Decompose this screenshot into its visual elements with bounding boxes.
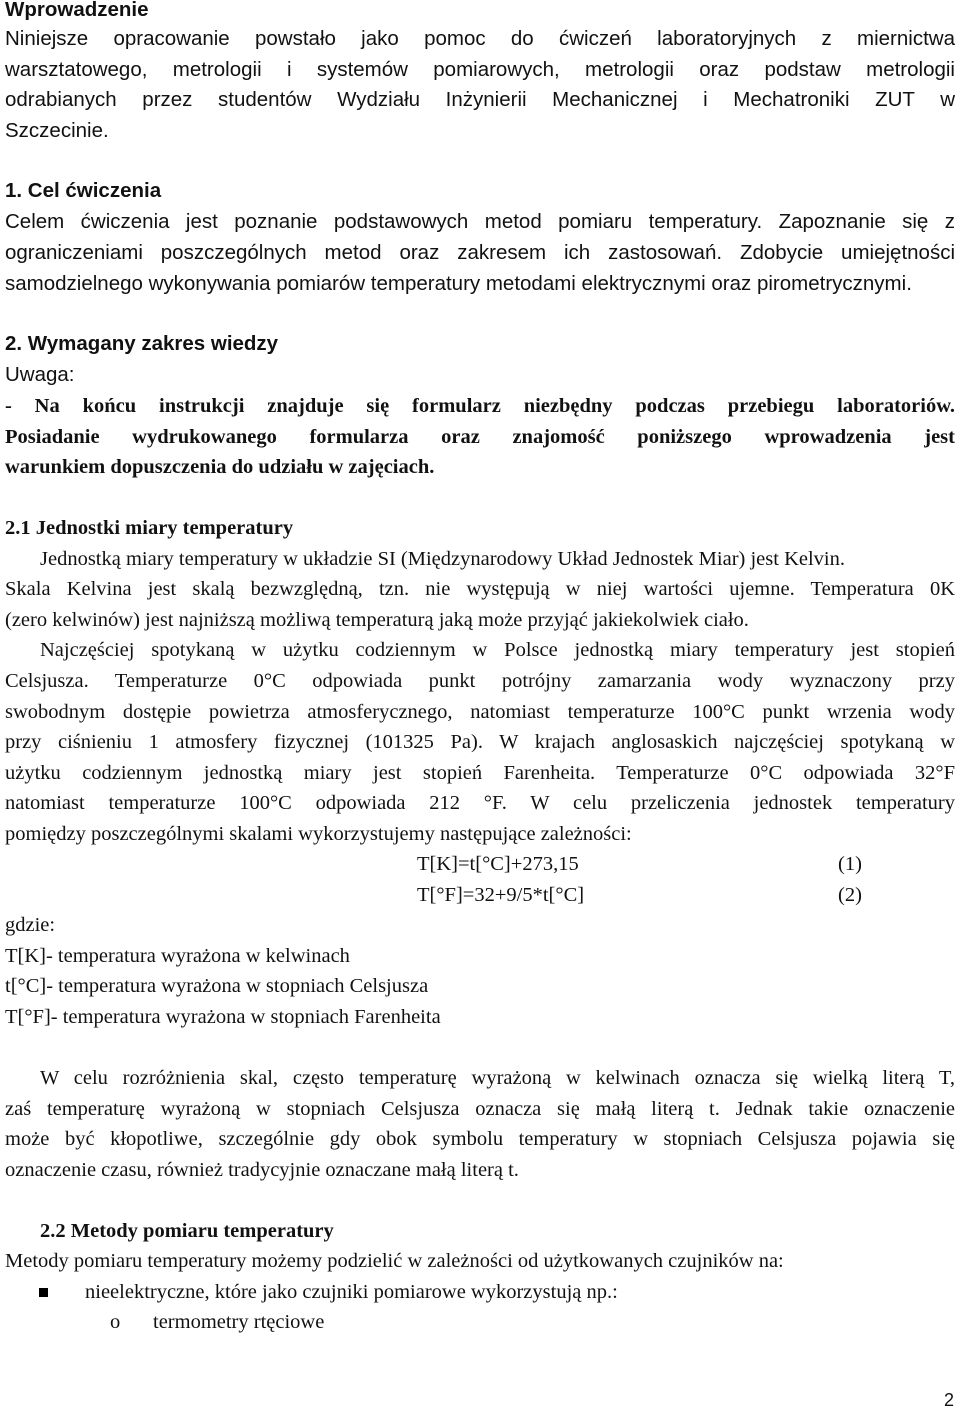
para2-line: swobodnym dostępie powietrza atmosferycznego, natomiast temperaturze 100°C punkt wrzenia wody (5, 701, 955, 723)
section1-heading: 1. Cel ćwiczenia (5, 179, 162, 202)
para1-line: (zero kelwinów) jest najniższą możliwą temperaturą jaką może przyjąć jakiekolwiek ciało. (5, 609, 749, 631)
definition: T[K]- temperatura wyrażona w kelwinach (5, 945, 350, 967)
section1-line: Celem ćwiczenia jest poznanie podstawowych metod pomiaru temperatury. Zapoznanie się z (5, 210, 955, 233)
square-bullet-icon (39, 1288, 48, 1297)
section1-line: ograniczeniami poszczególnych metod oraz zakresem ich zastosowań. Zdobycie umiejętności (5, 241, 955, 264)
intro-line: warsztatowego, metrologii i systemów pomiarowych, metrologii oraz podstaw metrologii (5, 58, 955, 81)
para3-line: W celu rozróżnienia skal, często temperaturę wyrażoną w kelwinach oznacza się wielką literą T, (40, 1067, 955, 1089)
para3-line: może być kłopotliwe, szczególnie gdy obok symbolu temperatury w stopniach Celsjusza pojawia się (5, 1128, 955, 1150)
para2-line: pomiędzy poszczególnymi skalami wykorzystujemy następujące zależności: (5, 823, 632, 845)
para2-line: przy ciśnieniu 1 atmosfery fizycznej (101325 Pa). W krajach anglosaskich najczęściej spotykaną w (5, 731, 955, 753)
definition: T[°F]- temperatura wyrażona w stopniach Farenheita (5, 1006, 441, 1028)
section2-1-heading: 2.1 Jednostki miary temperatury (5, 517, 294, 539)
where-label: gdzie: (5, 914, 56, 936)
section2-heading: 2. Wymagany zakres wiedzy (5, 332, 279, 355)
intro-line: Niniejsze opracowanie powstało jako pomoc do ćwiczeń laboratoryjnych z miernictwa (5, 27, 955, 50)
section2-2-heading: 2.2 Metody pomiaru temperatury (40, 1220, 334, 1242)
para2-line: Najczęściej spotykaną w użytku codziennym w Polsce jednostką miary temperatury jest stopień (40, 639, 955, 661)
para3-line: zaś temperaturę wyrażoną w stopniach Celsjusza oznacza się małą literą t. Jednak takie oznaczenie (5, 1098, 955, 1120)
para2-line: Celsjusza. Temperaturze 0°C odpowiada punkt potrójny zamarzania wody wyznaczony przy (5, 670, 955, 692)
note-label: Uwaga: (5, 363, 75, 386)
definition: t[°C]- temperatura wyrażona w stopniach Celsjusza (5, 975, 429, 997)
equation-formula: T[K]=t[°C]+273,15 (417, 853, 579, 875)
para3-line: oznaczenie czasu, również tradycyjnie oznaczane małą literą t. (5, 1159, 519, 1181)
section1-line: samodzielnego wykonywania pomiarów temperatury metodami elektrycznymi oraz pirometrycznymi. (5, 272, 912, 295)
para2-line: użytku codziennym jednostką miary jest stopień Farenheita. Temperaturze 0°C odpowiada 32°F (5, 762, 955, 784)
note-line: - Na końcu instrukcji znajduje się formularz niezbędny podczas przebiegu laboratoriów. (5, 395, 955, 417)
equation-formula: T[°F]=32+9/5*t[°C] (417, 884, 585, 906)
sub-bullet-item: termometry rtęciowe (153, 1311, 325, 1333)
equation-number: (1) (838, 853, 862, 875)
note-line: warunkiem dopuszczenia do udziału w zajęciach. (5, 456, 435, 478)
intro-heading: Wprowadzenie (5, 0, 149, 21)
note-line: Posiadanie wydrukowanego formularza oraz znajomość poniższego wprowadzenia jest (5, 426, 955, 448)
sub-bullet-marker: o (110, 1311, 121, 1333)
para2-line: natomiast temperaturze 100°C odpowiada 212 °F. W celu przeliczenia jednostek temperatury (5, 792, 955, 814)
page-number: 2 (943, 1390, 954, 1410)
intro-line: Szczecinie. (5, 119, 109, 142)
intro-line: odrabianych przez studentów Wydziału Inżynierii Mechanicznej i Mechatroniki ZUT w (5, 88, 955, 111)
bullet-item: nieelektryczne, które jako czujniki pomiarowe wykorzystują np.: (85, 1281, 618, 1303)
equation-number: (2) (838, 884, 862, 906)
section2-2-intro: Metody pomiaru temperatury możemy podzielić w zależności od użytkowanych czujników na: (5, 1250, 784, 1272)
para1-line: Jednostką miary temperatury w układzie SI (Międzynarodowy Układ Jednostek Miar) jest Kelvin. (40, 548, 845, 570)
para1-line: Skala Kelvina jest skalą bezwzględną, tzn. nie występują w niej wartości ujemne. Temperatura 0K (5, 578, 955, 600)
